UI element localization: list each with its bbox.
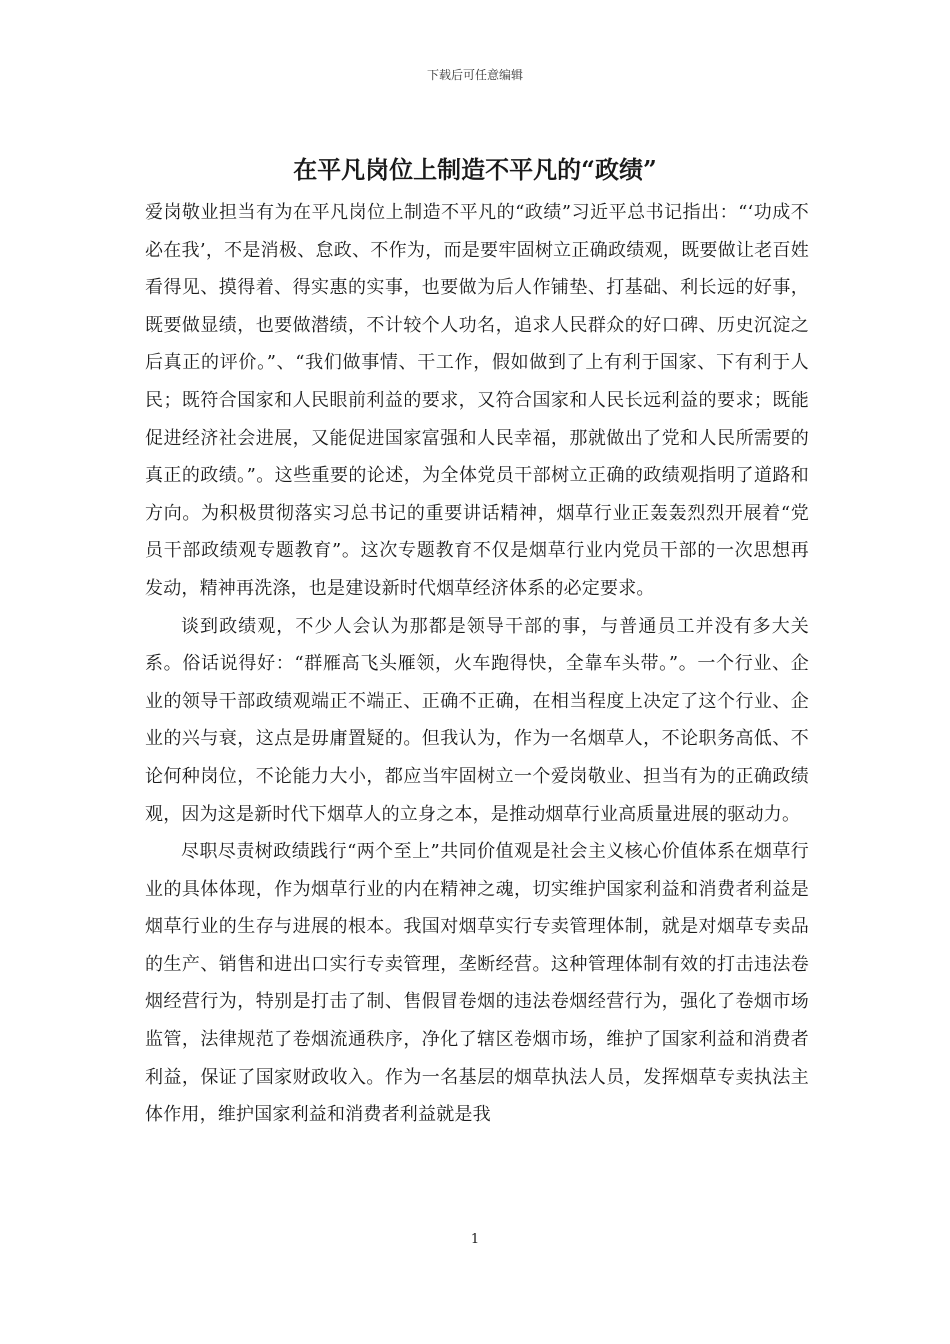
paragraph-1: 爱岗敬业担当有为在平凡岗位上制造不平凡的“政绩”习近平总书记指出：“‘功成不必在我’，不是消极、怠政、不作为，而是要牢固树立正确政绩观，既要做让老百姓看得见、摸得着、得实惠的实事，也要做为后人作铺垫、打基础、利长远的好事，既要做显绩，也要做潜绩，不计较个人功名，追求人民群众的好口碑、历史沉淀之后真正的评价。”、“我们做事情、干工作，假如做到了上有利于国家、下有利于人民；既符合国家和人民眼前利益的要求，又符合国家和人民长远利益的要求；既能促进经济社会进展，又能促进国家富强和人民幸福，那就做出了党和人民所需要的真正的政绩。”。这些重要的论述，为全体党员干部树立正确的政绩观指明了道路和方向。为积极贯彻落实习总书记的重要讲话精神，烟草行业正轰轰烈烈开展着“党员干部政绩观专题教育”。这次专题教育不仅是烟草行业内党员干部的一次思想再发动，精神再洗涤，也是建设新时代烟草经济体系的必定要求。 [145,202,809,599]
document-title: 在平凡岗位上制造不平凡的“政绩” [293,155,657,184]
paragraph-2: 谈到政绩观，不少人会认为那都是领导干部的事，与普通员工并没有多大关系。俗话说得好：“群雁高飞头雁领，火车跑得快，全靠车头带。”。一个行业、企业的领导干部政绩观端正不端正、正确不正确，在相当程度上决定了这个行业、企业的兴与衰，这点是毋庸置疑的。但我认为，作为一名烟草人，不论职务高低、不论何种岗位，不论能力大小，都应当牢固树立一个爱岗敬业、担当有为的正确政绩观，因为这是新时代下烟草人的立身之本，是推动烟草行业高质量进展的驱动力。 [145,615,809,825]
document-body [145,194,809,1134]
page-number: 1 [470,1232,480,1247]
paragraph-3: 尽职尽责树政绩践行“两个至上”共同价值观是社会主义核心价值体系在烟草行业的具体体现，作为烟草行业的内在精神之魂，切实维护国家利益和消费者利益是烟草行业的生存与进展的根本。我国对烟草实行专卖管理体制，就是对烟草专卖品的生产、销售和进出口实行专卖管理，垄断经营。这种管理体制有效的打击违法卷烟经营行为，特别是打击了制、售假冒卷烟的违法卷烟经营行为，强化了卷烟市场监管，法律规范了卷烟流通秩序，净化了辖区卷烟市场，维护了国家利益和消费者利益，保证了国家财政收入。作为一名基层的烟草执法人员，发挥烟草专卖执法主体作用，维护国家利益和消费者利益就是我 [145,841,809,1126]
page-header-note: 下载后可任意编辑 [426,68,523,82]
